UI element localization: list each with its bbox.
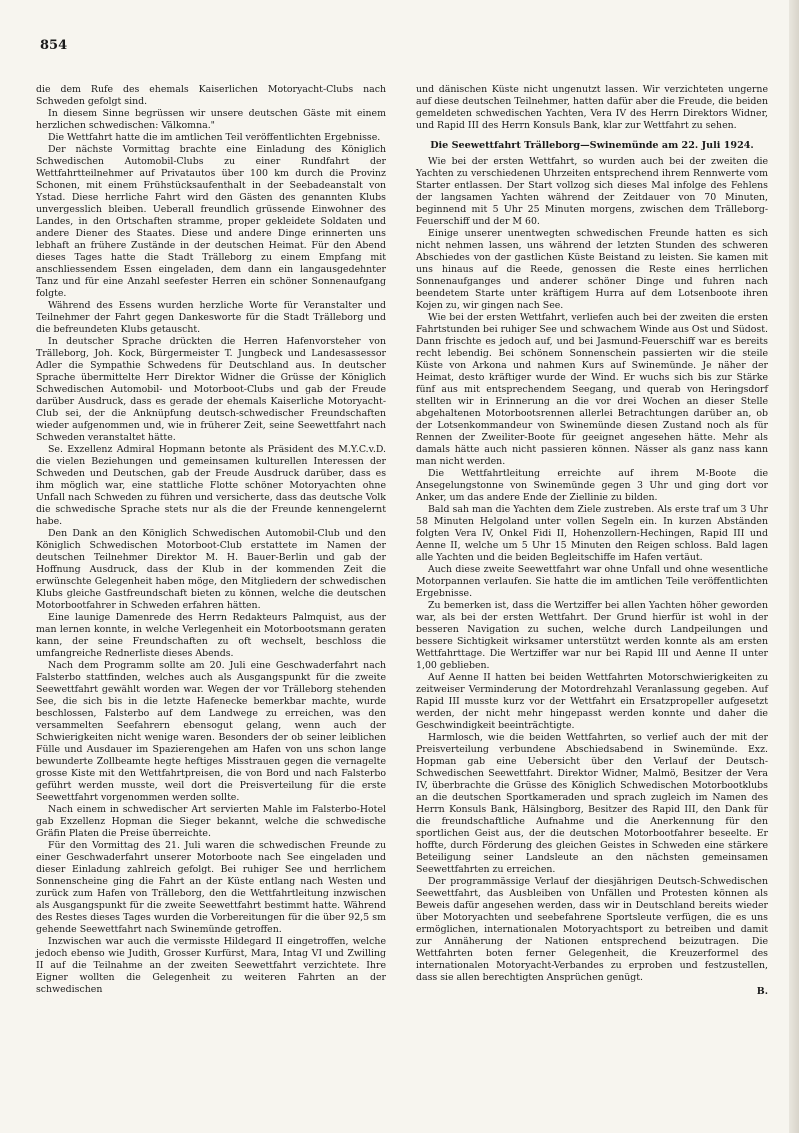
- paragraph: In diesem Sinne begrüssen wir unsere deutschen Gäste mit einem herzlichen schwedischen: Välkomna.": [36, 108, 386, 131]
- page-number: 854: [40, 38, 68, 53]
- paragraph: Wie bei der ersten Wettfahrt, so wurden auch bei der zweiten die Yachten zu verschiedenen Uhrzeiten entsprechend ihrem Rennwerte vom Starter entlassen. Der Start vollzog sich dieses Mal infolge des Fehlens der langsamen Yachten während der Zeitdauer von 70 Minuten, beginnend mit 5 Uhr 25 Minuten morgens, zwischen dem Trälleborg-Feuerschiff und der M 60.: [416, 156, 768, 227]
- paragraph: Harmlosch, wie die beiden Wettfahrten, so verlief auch der mit der Preisverteilung verbundene Abschiedsabend in Swinemünde. Exz. Hopman gab eine Uebersicht über den Verlauf der Deutsch-Schwedischen Seewettfahrt. Direktor Widner, Malmö, Besitzer der Vera IV, überbrachte die Grüsse des Königlich Schwedischen Motorbootklubs an die deutschen Sportkameraden und sprach zugleich im Namen des Herrn Konsuls Bank, Hälsingborg, Besitzer des Rapid III, den Dank für die freundschaftliche Aufnahme und die Anerkennung für den sportlichen Geist aus, der die deutschen Motorbootfahrer beseelte. Er hoffte, durch Förderung des gleichen Geistes in Schweden eine stärkere Beteiligung seiner Landsleute an den nächsten gemeinsamen Seewettfahrten zu erreichen.: [416, 732, 768, 875]
- paragraph: Nach dem Programm sollte am 20. Juli eine Geschwaderfahrt nach Falsterbo stattfinden, welches auch als Ausgangspunkt für die zweite Seewettfahrt gewählt worden war. Wegen der vor Trälleborg stehenden See, die sich bis in die letzte Hafenecke bemerkbar machte, wurde beschlossen, Falsterbo auf dem Landwege zu erreichen, was den versammelten Seefahrern ebensogut gelang, wenn auch der Schwierigkeiten nicht wenige waren. Besonders der ob seiner leiblichen Fülle und Ausdauer im Spazierengehen am Hafen von uns schon lange bewunderte Zollbeamte hegte heftiges Misstrauen gegen die vernagelte grosse Kiste mit den Wettfahrtpreisen, die von Bord und nach Falsterbo geführt werden musste, weil dort die Preisverteilung für die erste Seewettfahrt vorgenommen werden sollte.: [36, 660, 386, 803]
- page-edge-shadow: [789, 0, 799, 1133]
- left-column: [36, 84, 386, 996]
- paragraph: die dem Rufe des ehemals Kaiserlichen Motoryacht-Clubs nach Schweden gefolgt sind.: [36, 84, 386, 107]
- paragraph: Den Dank an den Königlich Schwedischen Automobil-Club und den Königlich Schwedischen Motorboot-Club erstattete im Namen der deutschen Teilnehmer Direktor M. H. Bauer-Berlin und gab der Hoffnung Ausdruck, dass der Klub in der kommenden Zeit die erwünschte Gelegenheit haben möge, den Mitgliedern der schwedischen Klubs gleiche Gastfreundschaft bieten zu können, welche die deutschen Motorbootfahrer in Schweden erfahren hätten.: [36, 528, 386, 611]
- paragraph: Während des Essens wurden herzliche Worte für Veranstalter und Teilnehmer der Fahrt gegen Dankesworte für die Stadt Trälleborg und die befreundeten Klubs getauscht.: [36, 300, 386, 335]
- paragraph: Der programmässige Verlauf der diesjährigen Deutsch-Schwedischen Seewettfahrt, das Ausbleiben von Unfällen und Protesten können als Beweis dafür angesehen werden, dass wir in Deutschland bereits wieder über Motoryachten und seebefahrene Sportsleute verfügen, die es uns ermöglichen, internationalen Motoryachtsport zu betreiben und damit zur Annäherung der Nationen entsprechend beizutragen. Die Wettfahrten boten ferner Gelegenheit, die Kreuzerformel des internationalen Motoryacht-Verbandes zu erproben und festzustellen, dass sie allen berechtigten Ansprüchen genügt.: [416, 876, 768, 983]
- paragraph: und dänischen Küste nicht ungenutzt lassen. Wir verzichteten ungerne auf diese deutschen Teilnehmer, hatten dafür aber die Freude, die beiden gemeldeten schwedischen Yachten, Vera IV des Herrn Direktors Widner, und Rapid III des Herrn Konsuls Bank, klar zur Wettfahrt zu sehen.: [416, 84, 768, 131]
- paragraph: Wie bei der ersten Wettfahrt, verliefen auch bei der zweiten die ersten Fahrtstunden bei ruhiger See und schwachem Winde aus Ost und Südost. Dann frischte es jedoch auf, und bei Jasmund-Feuerschiff war es bereits recht lebendig. Bei schönem Sonnenschein passierten wir die steile Küste von Arkona und nahmen Kurs auf Swinemünde. Je näher der Heimat, desto kräftiger wurde der Wind. Er wuchs sich bis zur Stärke fünf aus mit entsprechendem Seegang, und querab von Heringsdorf stellten wir in Erinnerung an die vor drei Wochen an dieser Stelle abgehaltenen Motorbootsrennen allerlei Betrachtungen darüber an, ob der Lotsenkommandeur von Swinemünde diesen Zustand noch als für Rennen der Zweiliter-Boote für geeignet angesehen hätte. Mehr als damals hätte auch nicht passieren können. Nässer als ganz nass kann man nicht werden.: [416, 312, 768, 467]
- paragraph: Zu bemerken ist, dass die Wertziffer bei allen Yachten höher geworden war, als bei der ersten Wettfahrt. Der Grund hierfür ist wohl in der besseren Navigation zu suchen, welche durch Landpeilungen und bessere Sichtigkeit wirksamer unterstützt werden konnte als am ersten Wettfahrttage. Die Wertziffer war nur bei Rapid III und Aenne II unter 1,00 geblieben.: [416, 600, 768, 671]
- paragraph: Nach einem in schwedischer Art servierten Mahle im Falsterbo-Hotel gab Exzellenz Hopman die Sieger bekannt, welche die schwedische Gräfin Platen die Preise überreichte.: [36, 804, 386, 839]
- paragraph: In deutscher Sprache drückten die Herren Hafenvorsteher von Trälleborg, Joh. Kock, Bürgermeister T. Jungbeck und Landesassessor Adler die Sympathie Schwedens für Deutschland aus. In deutscher Sprache übermittelte Herr Direktor Widner die Grüsse der Königlich Schwedischen Automobil- und Motorboot-Clubs und gab der Freude darüber Ausdruck, dass es gerade der ehemals Kaiserliche Motoryacht-Club sei, der die Anknüpfung deutsch-schwedischer Freundschaften wieder aufgenommen und, wie in früherer Zeit, seine Seewettfahrt nach Schweden veranstaltet hätte.: [36, 336, 386, 443]
- right-column: [416, 84, 768, 998]
- paragraph: Inzwischen war auch die vermisste Hildegard II eingetroffen, welche jedoch ebenso wie Judith, Grosser Kurfürst, Mara, Intag VI und Zwilling II auf die Teilnahme an der zweiten Seewettfahrt verzichtete. Ihre Eigner wollten die Gelegenheit zu weiteren Fahrten an der schwedischen: [36, 936, 386, 995]
- paragraph: Bald sah man die Yachten dem Ziele zustreben. Als erste traf um 3 Uhr 58 Minuten Helgoland unter vollen Segeln ein. In kurzen Abständen folgten Vera IV, Onkel Fidi II, Hohenzollern-Hechingen, Rapid III und Aenne II, welche um 5 Uhr 15 Minuten den Reigen schloss. Bald lagen alle Yachten und die beiden Begleitschiffe im Hafen vertäut.: [416, 504, 768, 563]
- section-heading: Die Seewettfahrt Trälleborg—Swinemünde am 22. Juli 1924.: [430, 140, 754, 151]
- paragraph: Eine launige Damenrede des Herrn Redakteurs Palmquist, aus der man lernen konnte, in welche Verlegenheit ein Motorbootsmann geraten kann, der seine Freundschaften zu oft wechselt, beschloss die umfangreiche Rednerliste dieses Abends.: [36, 612, 386, 659]
- author-signature: B.: [756, 986, 768, 997]
- paragraph: Der nächste Vormittag brachte eine Einladung des Königlich Schwedischen Automobil-Clubs zu einer Rundfahrt der Wettfahrtteilnehmer auf Privatautos über 100 km durch die Provinz Schonen, mit einem Frühstücksaufenthalt in der Seebadeanstalt von Ystad. Diese herrliche Fahrt wird den Gästen des genannten Klubs unvergesslich bleiben. Ueberall freundlich grüssende Einwohner des Landes, in den Ortschaften stramme, proper gekleidete Soldaten und andere Diener des Staates. Diese und andere Dinge erinnerten uns lebhaft an frühere Zustände in der deutschen Heimat. Für den Abend dieses Tages hatte die Stadt Trälleborg zu einem Empfang mit anschliessendem Essen eingeladen, dem dann ein langausgedehnter Tanz und für eine Anzahl seefester Herren ein schöner Sonnenaufgang folgte.: [36, 144, 386, 299]
- paragraph: Einige unserer unentwegten schwedischen Freunde hatten es sich nicht nehmen lassen, uns während der letzten Stunden des schweren Abschiedes von der gastlichen Küste Beistand zu leisten. Sie kamen mit uns hinaus auf die Reede, genossen die Reste eines herrlichen Sonnenaufganges und anderer schöner Dinge und fuhren nach beendetem Starte unter kräftigem Hurra auf dem Lotsenboote ihren Kojen zu, wir gingen nach See.: [416, 228, 768, 311]
- paragraph: Auf Aenne II hatten bei beiden Wettfahrten Motorschwierigkeiten zu zeitweiser Verminderung der Motordrehzahl Veranlassung gegeben. Auf Rapid III musste kurz vor der Wettfahrt ein Ersatzpropeller aufgesetzt werden, der nicht mehr hingepasst werden konnte und daher die Geschwindigkeit beeinträchtigte.: [416, 672, 768, 731]
- paragraph: Die Wettfahrtleitung erreichte auf ihrem M-Boote die Ansegelungstonne von Swinemünde gegen 3 Uhr und ging dort vor Anker, um das andere Ende der Ziellinie zu bilden.: [416, 468, 768, 503]
- paragraph: Für den Vormittag des 21. Juli waren die schwedischen Freunde zu einer Geschwaderfahrt unserer Motorboote nach See eingeladen und dieser Einladung zahlreich gefolgt. Bei ruhiger See und herrlichem Sonnenscheine ging die Fahrt an der Küste entlang nach Westen und zurück zum Hafen von Trälleborg, den die Wettfahrtleitung inzwischen als Ausgangspunkt für die zweite Seewettfahrt bestimmt hatte. Während des Restes dieses Tages wurden die Vorbereitungen für die über 92,5 sm gehende Seewettfahrt nach Swinemünde getroffen.: [36, 840, 386, 935]
- paragraph: Auch diese zweite Seewettfahrt war ohne Unfall und ohne wesentliche Motorpannen verlaufen. Sie hatte die im amtlichen Teile veröffentlichten Ergebnisse.: [416, 564, 768, 599]
- paragraph: Die Wettfahrt hatte die im amtlichen Teil veröffentlichten Ergebnisse.: [48, 132, 381, 143]
- paragraph: Se. Exzellenz Admiral Hopmann betonte als Präsident des M.Y.C.v.D. die vielen Beziehungen und gemeinsamen kulturellen Interessen der Schweden und Deutschen, gab der Freude Ausdruck darüber, dass es ihm möglich war, eine stattliche Flotte schöner Motoryachten ohne Unfall nach Schweden zu führen und versicherte, dass das deutsche Volk die schwedische Sprache stets nur als die der Freunde kennengelernt habe.: [36, 444, 386, 527]
